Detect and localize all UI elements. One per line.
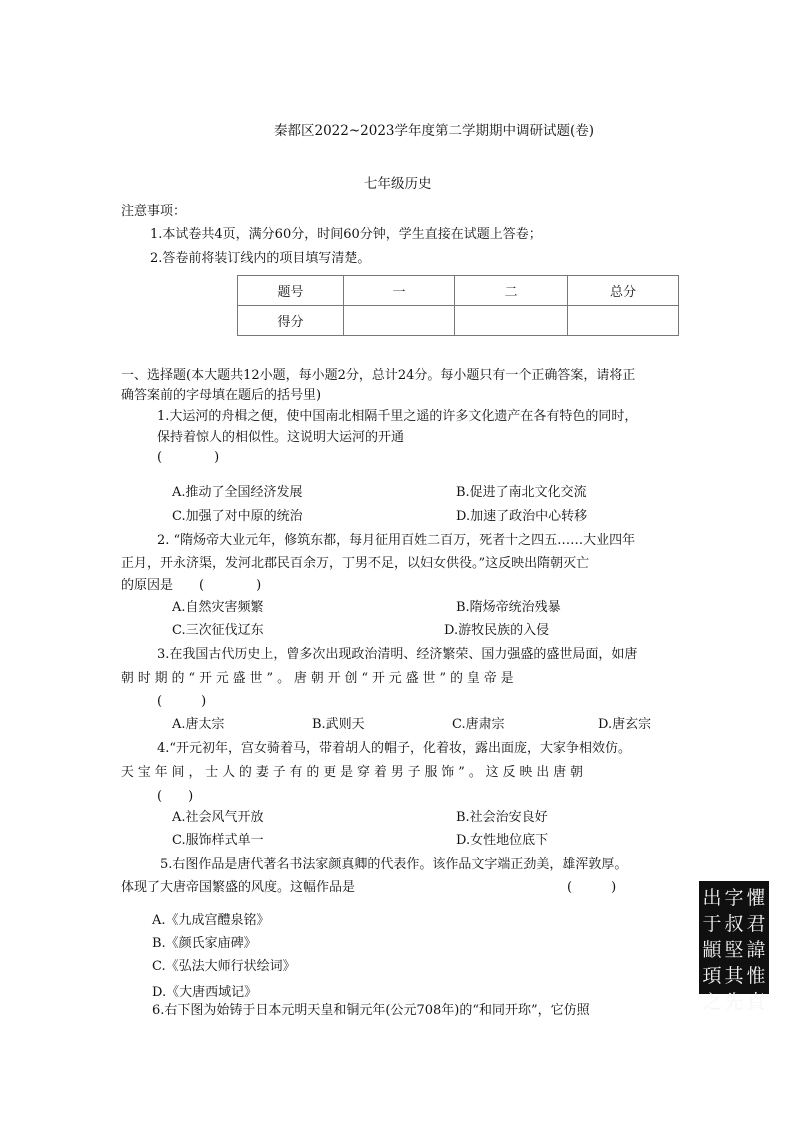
score-table-header-row (238, 276, 679, 306)
score-table-score-row (238, 306, 679, 336)
score-table-cell: 总分 (568, 276, 679, 306)
calligraphy-column: 懼君諱惟貞 (746, 887, 766, 1013)
question-text: 4.“开元初年，宫女骑着马，带着胡人的帽子，化着妆，露出面庞，大家争相效仿。 (157, 741, 632, 756)
option: C.《弘法大师行状绘词》 (152, 959, 296, 974)
notice-item: 1.本试卷共4页，满分60分，时间60分钟，学生直接在试题上答卷； (150, 227, 542, 242)
calligraphy-rubbing-image (699, 881, 769, 1013)
calligraphy-column: 出于顓頊之 (702, 887, 722, 1013)
question-text: 3.在我国古代历史上，曾多次出现政治清明、经济繁荣、国力强盛的盛世局面，如唐 (157, 647, 638, 662)
option: C.加强了对中原的统治 (172, 509, 303, 524)
question-text: 1.大运河的舟楫之便，使中国南北相隔千里之遥的许多文化遗产在各有特色的同时， (157, 409, 638, 424)
question-text: 2. “隋炀帝大业元年，修筑东都，每月征用百姓二百万，死者十之四五……大业四年 (157, 533, 636, 548)
question-text: 保持着惊人的相似性。这说明大运河的开通 (157, 430, 405, 445)
answer-blank: ( ) (567, 880, 617, 895)
option: C.服饰样式单一 (172, 833, 264, 848)
option: B.促进了南北文化交流 (456, 485, 587, 500)
option: B.隋炀帝统治残暴 (456, 600, 561, 615)
option: C.唐肃宗 (452, 717, 505, 732)
notice-item: 2.答卷前将装订线内的项目填写清楚。 (150, 251, 371, 266)
section-intro: 确答案前的字母填在题后的括号里) (121, 388, 322, 403)
score-table-cell: 一 (344, 276, 455, 306)
question-text: 6.右下图为始铸于日本元明天皇和铜元年(公元708年)的“和同开珎”，它仿照 (152, 1003, 590, 1018)
option: B.武则天 (312, 717, 365, 732)
question-text: 朝 时 期 的 “ 开 元 盛 世 ” 。 唐 朝 开 创 “ 开 元 盛 世 ” 的 皇 帝 是 (121, 671, 514, 686)
answer-blank: ( ) (157, 450, 220, 465)
question-text: 的原因是 ( ) (121, 578, 262, 593)
calligraphy-column: 字叔堅其先 (724, 887, 744, 1013)
option: B.《颜氏家庙碑》 (152, 936, 257, 951)
option: C.三次征伐辽东 (172, 623, 264, 638)
question-text: 体现了大唐帝国繁盛的风度。这幅作品是 (121, 880, 356, 895)
option: A.《九成宫醴泉铭》 (152, 913, 270, 928)
option: D.女性地位底下 (456, 833, 549, 848)
score-table-cell: 题号 (238, 276, 344, 306)
exam-title: 秦都区2022~2023学年度第二学期期中调研试题(卷) (274, 123, 595, 139)
answer-blank: ( ) (157, 789, 194, 804)
option: D.加速了政治中心转移 (456, 509, 588, 524)
question-text: 正月，开永济渠，发河北郡民百余万，丁男不足，以妇女供役。”这反映出隋朝灭亡 (121, 556, 590, 571)
score-input-cell[interactable] (568, 306, 679, 336)
option: D.《大唐西域记》 (152, 985, 258, 1000)
option: B.社会治安良好 (456, 810, 548, 825)
score-table-cell: 二 (455, 276, 568, 306)
notice-heading: 注意事项： (121, 204, 187, 219)
option: D.游牧民族的入侵 (444, 623, 550, 638)
option: A.自然灾害频繁 (172, 600, 264, 615)
score-table-cell: 得分 (238, 306, 344, 336)
option: A.推动了全国经济发展 (172, 485, 303, 500)
option: A.社会风气开放 (172, 810, 264, 825)
option: A.唐太宗 (172, 717, 225, 732)
score-input-cell[interactable] (455, 306, 568, 336)
option: D.唐玄宗 (598, 717, 652, 732)
section-intro: 一、选择题(本大题共12小题，每小题2分，总计24分。每小题只有一个正确答案，请将正 (121, 368, 636, 383)
question-text: 5.右图作品是唐代著名书法家颜真卿的代表作。该作品文字端正劲美，雄浑敦厚。 (160, 857, 628, 872)
answer-blank: ( ) (157, 694, 207, 709)
question-text: 天 宝 年 间 ， 士 人 的 妻 子 有 的 更 是 穿 着 男 子 服 饰 ” 。 这 反 映 出 唐 朝 (121, 765, 583, 780)
score-input-cell[interactable] (344, 306, 455, 336)
score-table (237, 275, 679, 336)
subject-title: 七年级历史 (364, 176, 432, 192)
